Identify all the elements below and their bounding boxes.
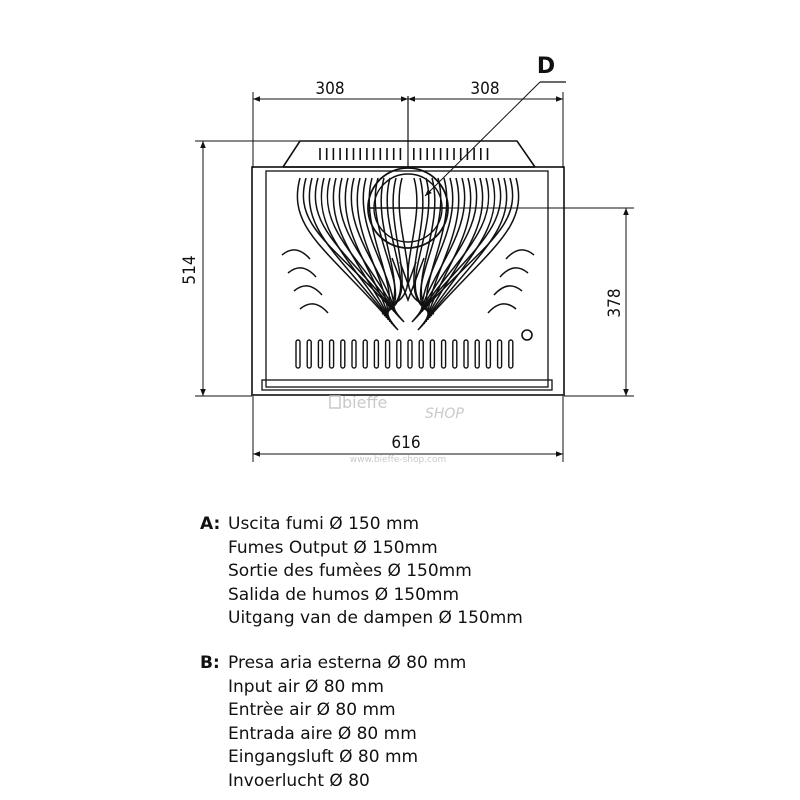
bottom-slot	[296, 340, 300, 368]
side-arch	[288, 268, 316, 277]
legend-a-text: Sortie des fumèes Ø 150mm	[228, 561, 472, 581]
callout-label: D	[536, 54, 556, 79]
legend-b-key: B:	[200, 653, 220, 673]
legend-b-line	[200, 770, 466, 794]
legend-b-text: Entrèe air Ø 80 mm	[228, 700, 396, 720]
bottom-ledge	[262, 380, 552, 390]
bottom-slot	[341, 340, 345, 368]
side-arch	[294, 286, 322, 295]
dim-top-right: 308	[470, 79, 500, 99]
side-arch	[506, 250, 534, 259]
legend-b-text: Invoerlucht Ø 80	[228, 770, 370, 791]
legend-a-text: Salida de humos Ø 150mm	[228, 584, 460, 605]
hood-vents	[320, 148, 488, 160]
legend-b-line	[200, 746, 466, 770]
legend-a-text: Uitgang van de dampen Ø 150mm	[228, 608, 523, 628]
decorative-grille	[282, 178, 534, 330]
legend-b-line	[200, 723, 466, 747]
legend-b-text: Presa aria esterna Ø 80 mm	[228, 653, 467, 673]
air-inlet	[522, 330, 532, 340]
watermark-logo-box	[330, 396, 340, 408]
legend-a	[200, 513, 523, 631]
side-arch	[494, 286, 522, 295]
legend-a-line	[200, 537, 523, 561]
dim-width: 616	[391, 433, 421, 453]
bottom-slot	[363, 340, 367, 368]
legend-b-text: Entrada aire Ø 80 mm	[228, 723, 417, 744]
side-arch	[282, 250, 310, 259]
bottom-slot	[307, 340, 311, 368]
legend-a-line	[200, 584, 523, 608]
dim-height: 514	[180, 255, 200, 285]
legend-b-line	[200, 699, 466, 723]
legend-a-line	[200, 560, 523, 584]
watermark	[330, 393, 464, 465]
watermark-url: www.bieffe-shop.com	[349, 455, 447, 465]
bottom-slots	[296, 340, 513, 368]
watermark-brand: bieffe	[342, 393, 388, 412]
bottom-slot	[430, 340, 434, 368]
bottom-slot	[442, 340, 446, 368]
side-arch	[300, 304, 328, 313]
legend-a-line	[200, 607, 523, 631]
bottom-slot	[453, 340, 457, 368]
dim-flue-height: 378	[605, 288, 625, 318]
bottom-slot	[352, 340, 356, 368]
legend-a-line	[200, 513, 523, 537]
bottom-slot	[330, 340, 334, 368]
legend-a-key: A:	[200, 514, 221, 534]
bottom-slot	[408, 340, 412, 368]
legend-b	[200, 652, 466, 793]
legend-b-text: Input air Ø 80 mm	[228, 676, 384, 697]
legend-a-text: Uscita fumi Ø 150 mm	[228, 514, 420, 534]
dim-top-left: 308	[315, 79, 345, 99]
bottom-slot	[475, 340, 479, 368]
watermark-shop: SHOP	[425, 406, 464, 422]
bottom-slot	[486, 340, 490, 368]
bottom-slot	[386, 340, 390, 368]
legend-b-line	[200, 676, 466, 700]
side-arch	[500, 268, 528, 277]
bottom-slot	[397, 340, 401, 368]
bottom-slot	[498, 340, 502, 368]
legend-b-line	[200, 652, 466, 676]
bottom-slot	[318, 340, 322, 368]
bottom-slot	[374, 340, 378, 368]
legend-b-text: Eingangsluft Ø 80 mm	[228, 747, 419, 767]
bottom-slot	[509, 340, 513, 368]
bottom-slot	[419, 340, 423, 368]
side-arch	[488, 304, 516, 313]
legend-a-text: Fumes Output Ø 150mm	[228, 537, 438, 558]
bottom-slot	[464, 340, 468, 368]
